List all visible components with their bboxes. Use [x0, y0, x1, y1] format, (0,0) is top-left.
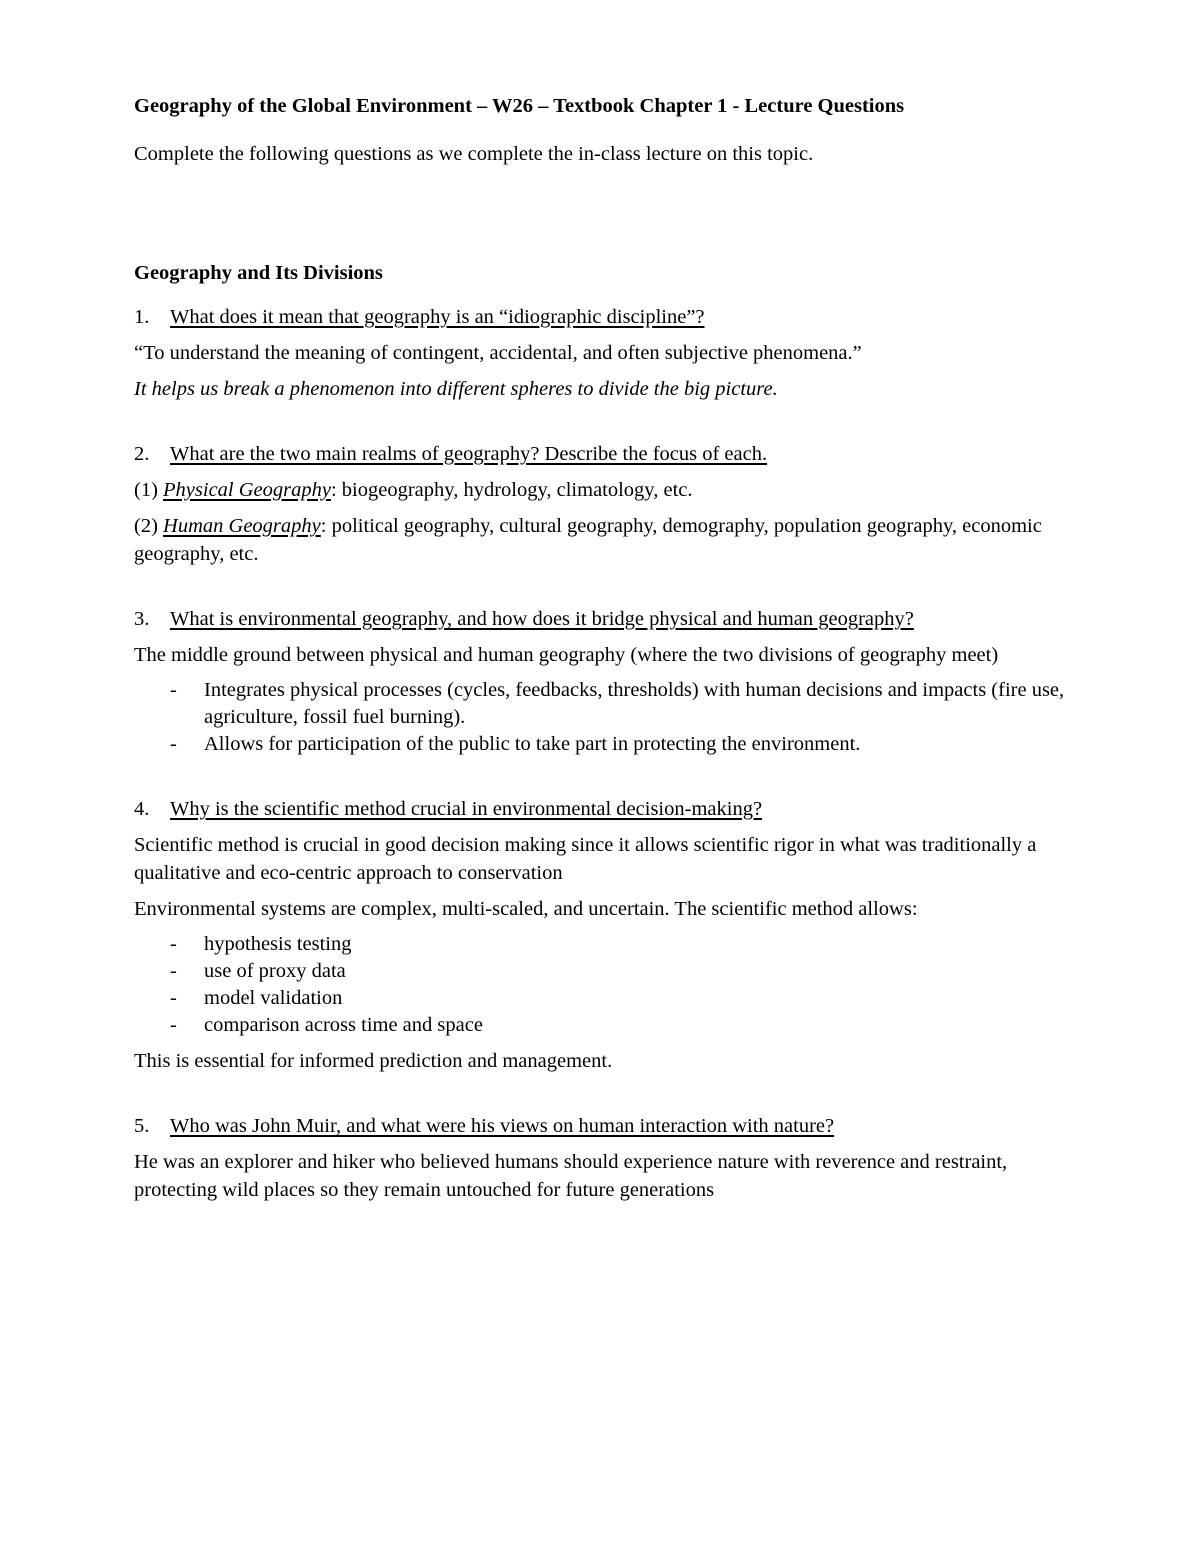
realm-human — [134, 512, 1074, 568]
list-item — [134, 985, 1074, 1012]
list-item-text: comparison across time and space — [204, 1014, 483, 1036]
question-number: 5. — [134, 1115, 150, 1137]
question-2 — [134, 440, 1074, 468]
answer-text: The middle ground between physical and human geography (where the two divisions of geography meet) — [134, 644, 999, 666]
question-text: Why is the scientific method crucial in environmental decision-making? — [170, 798, 763, 820]
list-item-text: model validation — [204, 987, 343, 1009]
list-item — [134, 958, 1074, 985]
question-text: What does it mean that geography is an “idiographic discipline”? — [170, 306, 705, 328]
question-text: What are the two main realms of geography? Describe the focus of each. — [170, 443, 768, 465]
realm-description: : biogeography, hydrology, climatology, etc. — [330, 479, 693, 501]
question-5 — [134, 1112, 1074, 1140]
realm-physical — [134, 476, 1074, 504]
realm-prefix: (2) — [134, 515, 164, 537]
instructions-text: Complete the following questions as we complete the in-class lecture on this topic. — [134, 143, 814, 165]
section-heading: Geography and Its Divisions — [134, 262, 383, 284]
list-item-text: use of proxy data — [204, 960, 346, 982]
question-3 — [134, 605, 1074, 633]
list-item-text: Integrates physical processes (cycles, feedbacks, thresholds) with human decisions and impacts (fire use, agriculture, fossil fuel burning). — [204, 679, 1065, 728]
dash-marker: - — [170, 1014, 177, 1036]
list-item — [134, 931, 1074, 958]
list-item-text: hypothesis testing — [204, 933, 352, 955]
question-number: 3. — [134, 608, 150, 630]
answer-text: Scientific method is crucial in good decision making since it allows scientific rigor in what was traditionally a qualitative and eco-centric approach to conservation — [134, 834, 1037, 884]
answer-text: He was an explorer and hiker who believed humans should experience nature with reverence and restraint, protecting wild places so they remain untouched for future generations — [134, 1151, 1008, 1201]
dash-marker: - — [170, 987, 177, 1009]
question-text: Who was John Muir, and what were his views on human interaction with nature? — [170, 1115, 835, 1137]
bullet-list — [134, 931, 1074, 1039]
bullet-list — [134, 677, 1074, 758]
realm-prefix: (1) — [134, 479, 164, 501]
realm-term: Physical Geography — [163, 479, 331, 501]
answer-italic: It helps us break a phenomenon into different spheres to divide the big picture. — [134, 378, 778, 400]
list-item-text: Allows for participation of the public to take part in protecting the environment. — [204, 733, 861, 755]
realm-term: Human Geography — [163, 515, 321, 537]
question-text: What is environmental geography, and how does it bridge physical and human geography? — [170, 608, 914, 630]
question-1 — [134, 303, 1074, 331]
question-number: 1. — [134, 306, 150, 328]
dash-marker: - — [170, 679, 177, 701]
list-item — [134, 731, 1074, 758]
question-number: 4. — [134, 798, 150, 820]
document-body — [134, 92, 1074, 1204]
document-title: Geography of the Global Environment – W26 – Textbook Chapter 1 - Lecture Questions — [134, 95, 905, 117]
question-4 — [134, 795, 1074, 823]
list-item — [134, 1012, 1074, 1039]
dash-marker: - — [170, 960, 177, 982]
answer-text: Environmental systems are complex, multi-scaled, and uncertain. The scientific method allows: — [134, 898, 918, 920]
dash-marker: - — [170, 733, 177, 755]
list-item — [134, 677, 1074, 731]
answer-text: This is essential for informed prediction and management. — [134, 1050, 613, 1072]
dash-marker: - — [170, 933, 177, 955]
question-number: 2. — [134, 443, 150, 465]
realm-description: : political geography, cultural geography, demography, population geography, economic geography, etc. — [134, 515, 1042, 565]
answer-quote: “To understand the meaning of contingent, accidental, and often subjective phenomena.” — [134, 342, 862, 364]
